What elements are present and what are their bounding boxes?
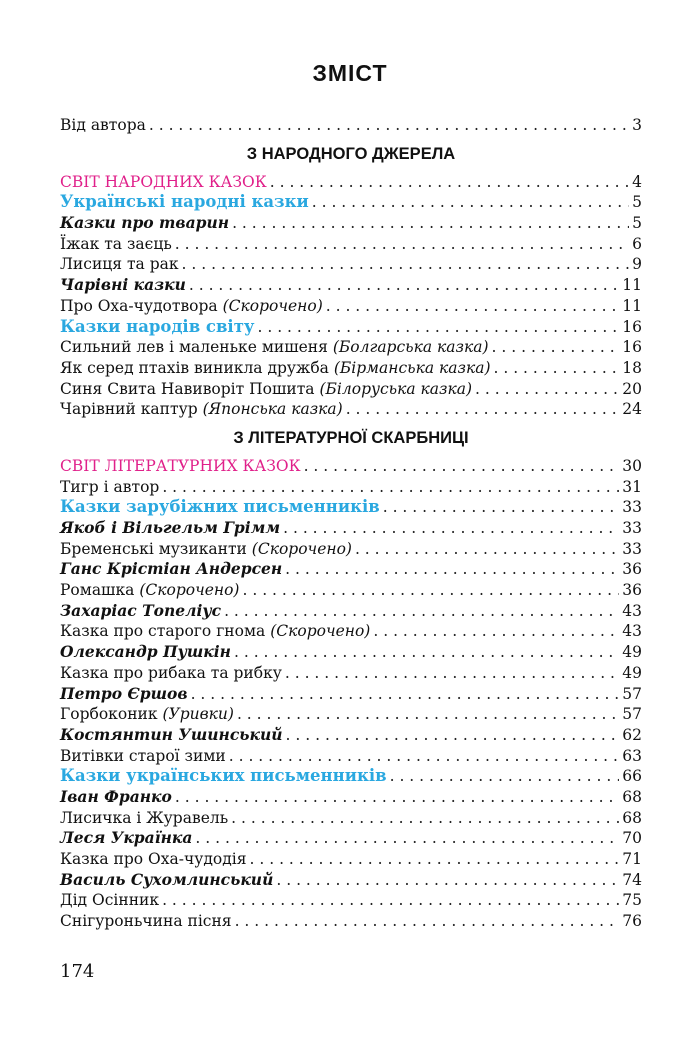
toc-entry[interactable] (60, 766, 642, 787)
dot-leader (283, 518, 619, 539)
toc-entry[interactable] (60, 296, 642, 317)
toc-entry-page: 43 (622, 622, 642, 641)
toc-entry-note: (Скорочено) (139, 581, 240, 600)
toc-entry[interactable] (60, 642, 642, 663)
toc-entry-title (60, 518, 280, 539)
toc-entry[interactable] (60, 115, 642, 136)
toc-entry-title (60, 456, 301, 477)
toc-entry-page: 24 (622, 400, 642, 419)
toc-entry-title (60, 684, 188, 705)
toc-entry-title (60, 642, 231, 663)
toc-entry-page: 30 (622, 456, 642, 475)
toc-entry-text: Казка про Оха-чудодія (60, 850, 247, 868)
toc-entry-title (60, 296, 323, 317)
dot-leader (383, 497, 620, 518)
toc-entry[interactable] (60, 337, 642, 358)
toc-entry[interactable] (60, 172, 642, 193)
toc-entry-page: 49 (622, 663, 642, 682)
toc-entry-note: (Скорочено) (222, 296, 323, 315)
toc-entry-page: 57 (622, 684, 642, 703)
toc-entry-title (60, 870, 273, 891)
page-title: ЗМІСТ (312, 60, 388, 86)
toc-entry-page: 31 (622, 477, 642, 496)
toc-entry-title (60, 849, 247, 870)
toc-entry-page: 3 (632, 116, 642, 134)
toc-entry-text: Ганс Крістіан Андерсен (60, 559, 283, 579)
dot-leader (162, 477, 619, 498)
toc-entry-page: 49 (622, 643, 642, 662)
dot-leader (175, 787, 619, 808)
toc-entry-text: Захаріас Топеліус (60, 600, 222, 620)
toc-entry-title (60, 890, 159, 911)
dot-leader (224, 601, 619, 622)
toc-entry[interactable] (60, 684, 642, 705)
toc-entry-title (60, 704, 234, 725)
dot-leader (175, 234, 629, 255)
toc-entry-text: Дід Осінник (60, 891, 160, 910)
toc-entry-page: 6 (632, 234, 642, 253)
toc-entry-page: 70 (622, 829, 642, 848)
toc-entry-title (60, 580, 239, 601)
toc-entry-page: 33 (622, 519, 642, 537)
toc-entry[interactable] (60, 399, 642, 420)
dot-leader (326, 296, 620, 317)
toc-entry[interactable] (60, 213, 642, 234)
toc-entry[interactable] (60, 828, 642, 849)
toc-entry-title (60, 559, 282, 580)
toc-entry[interactable] (60, 234, 642, 255)
toc-entry-title (60, 787, 172, 808)
toc-entry-title (60, 746, 226, 767)
dot-leader (390, 766, 620, 787)
toc-entry[interactable] (60, 254, 642, 275)
toc-entry-title (60, 601, 221, 622)
toc-entry[interactable] (60, 890, 642, 911)
toc-entry-page: 36 (622, 560, 642, 579)
part-heading: З НАРОДНОГО ДЖЕРЕЛА (246, 144, 456, 163)
toc-entry[interactable] (60, 621, 642, 642)
toc-entry-note: (Болгарська казка) (332, 338, 489, 357)
toc-entry-title (60, 808, 228, 829)
toc-entry-title (60, 254, 179, 275)
dot-leader (304, 456, 620, 477)
toc-entry-text: Чарівні казки (60, 275, 186, 295)
dot-leader (475, 379, 619, 400)
dot-leader (286, 725, 620, 746)
toc-entry-text: Казки зарубіжних письменників (60, 497, 380, 517)
toc-entry-text: Петро Єршов (60, 683, 188, 703)
toc-entry-text: СВІТ ЛІТЕРАТУРНИХ КАЗОК (60, 456, 301, 475)
toc-entry-page: 9 (632, 255, 642, 274)
toc-entry-text: Костянтин Ушинський (60, 724, 283, 744)
page-number: 174 (60, 961, 95, 982)
dot-leader (229, 746, 620, 767)
toc-entry-page: 75 (622, 891, 642, 910)
toc-entry-title (60, 275, 186, 296)
dot-leader (270, 172, 629, 193)
toc-entry-title (60, 477, 159, 498)
dot-leader (312, 192, 629, 213)
toc-entry-page: 66 (622, 767, 642, 786)
dot-leader (231, 808, 619, 829)
toc-entry-text: Лисиця та рак (60, 255, 179, 274)
toc-entry-title (60, 621, 370, 642)
toc-entry-title (60, 399, 343, 420)
dot-leader (234, 642, 619, 663)
toc-entry-title (60, 725, 283, 746)
toc-entry-page: 11 (622, 296, 642, 315)
toc-entry-title (60, 317, 254, 338)
toc-entry-title (60, 234, 172, 255)
toc-entry-text: Леся Українка (60, 828, 193, 848)
toc-entry-note: (Уривки) (162, 705, 234, 724)
toc-entry[interactable] (60, 870, 642, 891)
toc-entry-text: Снігуроньчина пісня (60, 912, 232, 931)
toc-entry-page: 5 (632, 193, 642, 212)
dot-leader (276, 870, 619, 891)
toc-entry-page: 20 (622, 379, 642, 398)
toc-entry-text: Олександр Пушкін (60, 642, 231, 662)
toc-entry-note: (Скорочено) (251, 539, 352, 558)
toc-entry-text: Лисичка і Журавель (60, 808, 229, 827)
toc-entry-page: 33 (622, 498, 642, 517)
toc-entry-text: Від автора (60, 116, 146, 134)
toc-entry-title (60, 337, 489, 358)
toc-entry-page: 33 (622, 539, 642, 558)
toc-entry-text: Сильний лев і маленьке мишеня (60, 338, 333, 357)
toc-entry[interactable] (60, 663, 642, 684)
dot-leader (195, 828, 619, 849)
toc-entry-page: 68 (622, 787, 642, 806)
toc-entry-title (60, 539, 352, 560)
dot-leader (237, 704, 619, 725)
toc-entry-text: Ромашка (60, 581, 140, 600)
toc-entry-title (60, 115, 146, 136)
toc-entry-page: 76 (622, 912, 642, 931)
toc-entry-page: 74 (622, 870, 642, 889)
toc-entry-text: Якоб і Вільгельм Грімм (60, 518, 281, 537)
toc-entry[interactable] (60, 497, 642, 518)
toc-entry-text: Як серед птахів виникла дружба (60, 358, 334, 377)
toc-entry-text: Казки народів світу (60, 316, 255, 336)
toc-entry[interactable] (60, 275, 642, 296)
toc-entry[interactable] (60, 911, 642, 932)
toc-entry-text: Казка про рибака та рибку (60, 663, 282, 682)
toc-entry-title (60, 192, 309, 213)
toc-entry-title (60, 663, 282, 684)
toc-entry-text: Бременські музиканти (60, 539, 252, 558)
dot-leader (149, 115, 629, 136)
dot-leader (162, 890, 619, 911)
toc-entry-page: 4 (632, 172, 642, 191)
toc-entry-text: Василь Сухомлинський (60, 869, 274, 889)
toc-entry-text: Казка про старого гнома (60, 622, 271, 641)
toc-entry[interactable] (60, 379, 642, 400)
toc-entry[interactable] (60, 849, 642, 870)
toc-entry[interactable] (60, 601, 642, 622)
toc-entry-title (60, 766, 387, 787)
toc-entry-page: 16 (622, 338, 642, 357)
toc-entry-text: Казки українських письменників (60, 766, 387, 786)
dot-leader (285, 559, 619, 580)
toc-entry-text: Іван Франко (60, 786, 172, 806)
toc-entry[interactable] (60, 477, 642, 498)
dot-leader (191, 684, 620, 705)
toc-entry-title (60, 497, 380, 518)
toc-entry[interactable] (60, 192, 642, 213)
toc-entry-page: 43 (622, 601, 642, 620)
dot-leader (285, 663, 619, 684)
dot-leader (346, 399, 620, 420)
toc-entry[interactable] (60, 808, 642, 829)
toc-entry-text: Витівки старої зими (60, 746, 226, 765)
toc-entry-page: 68 (622, 808, 642, 827)
toc-entry-note: (Японська казка) (202, 400, 343, 419)
toc-entry-note: (Скорочено) (270, 622, 371, 641)
dot-leader (257, 317, 619, 338)
toc-entry[interactable] (60, 358, 642, 379)
toc-entry-title (60, 358, 491, 379)
dot-leader (355, 539, 619, 560)
toc-entry-text: Українські народні казки (60, 192, 309, 212)
toc-entry[interactable] (60, 456, 642, 477)
toc-entry-page: 11 (622, 276, 642, 295)
toc-entry-text: СВІТ НАРОДНИХ КАЗОК (60, 172, 267, 191)
toc-entry-page: 71 (622, 850, 642, 868)
toc-entry-page: 57 (622, 705, 642, 724)
dot-leader (182, 254, 630, 275)
toc-entry-title (60, 172, 267, 193)
toc-entry-page: 63 (622, 746, 642, 765)
toc-entry[interactable] (60, 787, 642, 808)
dot-leader (242, 580, 619, 601)
toc-entry-text: Тигр і автор (60, 477, 160, 496)
toc-entry-note: (Білоруська казка) (319, 379, 473, 398)
toc-entry-page: 18 (622, 358, 642, 377)
toc-entry[interactable] (60, 725, 642, 746)
dot-leader (250, 849, 620, 870)
toc-entry-note: (Бірманська казка) (333, 358, 491, 377)
toc-entry[interactable] (60, 539, 642, 560)
toc-entry-text: Чарівний каптур (60, 400, 203, 419)
toc-entry-page: 5 (632, 214, 642, 233)
toc-entry[interactable] (60, 518, 642, 539)
toc-entry-page: 36 (622, 581, 642, 600)
toc-entry[interactable] (60, 704, 642, 725)
toc-entry-text: Горбоконик (60, 705, 163, 724)
dot-leader (492, 337, 620, 358)
toc-entry-text: Казки про тварин (60, 213, 230, 233)
dot-leader (494, 358, 620, 379)
toc-entry-title (60, 911, 232, 932)
toc-entry[interactable] (60, 746, 642, 767)
toc-entry-text: Про Оха-чудотвора (60, 296, 223, 315)
dot-leader (373, 621, 619, 642)
toc-entry-title (60, 213, 229, 234)
toc-entry[interactable] (60, 559, 642, 580)
toc-entry-page: 16 (622, 317, 642, 336)
toc-entry-page: 62 (622, 725, 642, 744)
dot-leader (189, 275, 619, 296)
dot-leader (235, 911, 620, 932)
toc-entry-text: Їжак та заєць (60, 234, 172, 253)
toc-entry-title (60, 379, 472, 400)
table-of-contents (60, 115, 642, 932)
part-heading: З ЛІТЕРАТУРНОЇ СКАРБНИЦІ (233, 428, 469, 447)
toc-entry-text: Синя Свита Навиворіт Пошита (60, 379, 320, 398)
toc-entry[interactable] (60, 580, 642, 601)
toc-entry-title (60, 828, 192, 849)
toc-entry[interactable] (60, 317, 642, 338)
dot-leader (232, 213, 629, 234)
